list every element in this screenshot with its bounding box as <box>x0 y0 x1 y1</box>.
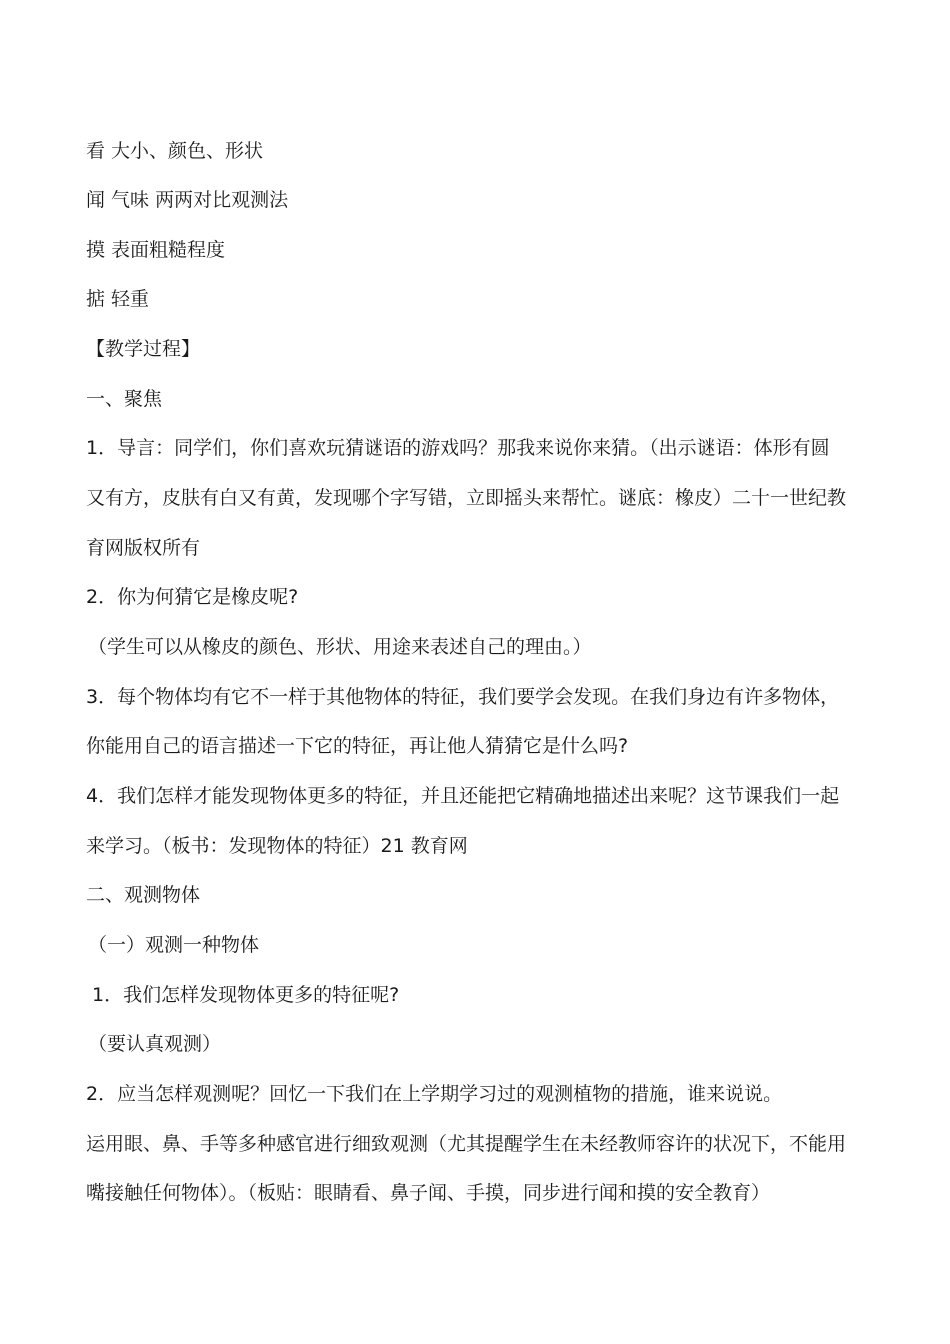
paragraph-line: 1．我们怎样发现物体更多的特征呢? <box>92 984 400 1006</box>
paragraph-line: 1．导言：同学们，你们喜欢玩猜谜语的游戏吗？那我来说你来猜。（出示谜语：体形有圆 <box>86 437 830 459</box>
text-line: 摸 表面粗糙程度 <box>86 239 226 261</box>
paragraph-line: 你能用自己的语言描述一下它的特征，再让他人猜猜它是什么吗? <box>86 735 629 757</box>
paragraph-line: 4．我们怎样才能发现物体更多的特征，并且还能把它精确地描述出来呢？这节课我们一起 <box>86 785 840 807</box>
text-line: 闻 气味 两两对比观测法 <box>86 189 289 211</box>
paragraph-line: 2．你为何猜它是橡皮呢? <box>86 586 299 608</box>
subsection-heading: （一）观测一种物体 <box>88 934 260 956</box>
paragraph-line: 3．每个物体均有它不一样于其他物体的特征，我们要学会发现。在我们身边有许多物体， <box>86 686 840 708</box>
paragraph-line: 来学习。（板书：发现物体的特征）21 教育网 <box>86 835 468 857</box>
paragraph-line: （学生可以从橡皮的颜色、形状、用途来表述自己的理由。） <box>88 636 592 658</box>
section-heading: 【教学过程】 <box>86 338 201 360</box>
text-line: 掂 轻重 <box>86 288 150 310</box>
text-line: 看 大小、颜色、形状 <box>86 140 264 162</box>
paragraph-line: 育网版权所有 <box>86 537 201 559</box>
paragraph-line: 2．应当怎样观测呢？回忆一下我们在上学期学习过的观测植物的措施，谁来说说。 <box>86 1083 783 1105</box>
section-heading: 二、观测物体 <box>86 884 201 906</box>
section-heading: 一、聚焦 <box>86 388 163 410</box>
paragraph-line: 嘴接触任何物体）。（板贴：眼睛看、鼻子闻、手摸，同步进行闻和摸的安全教育） <box>86 1182 771 1204</box>
paragraph-line: 运用眼、鼻、手等多种感官进行细致观测（尤其提醒学生在未经教师容许的状况下，不能用 <box>86 1133 847 1155</box>
paragraph-line: （要认真观测） <box>88 1033 222 1055</box>
paragraph-line: 又有方，皮肤有白又有黄，发现哪个字写错，立即摇头来帮忙。谜底：橡皮）二十一世纪教 <box>86 487 847 509</box>
